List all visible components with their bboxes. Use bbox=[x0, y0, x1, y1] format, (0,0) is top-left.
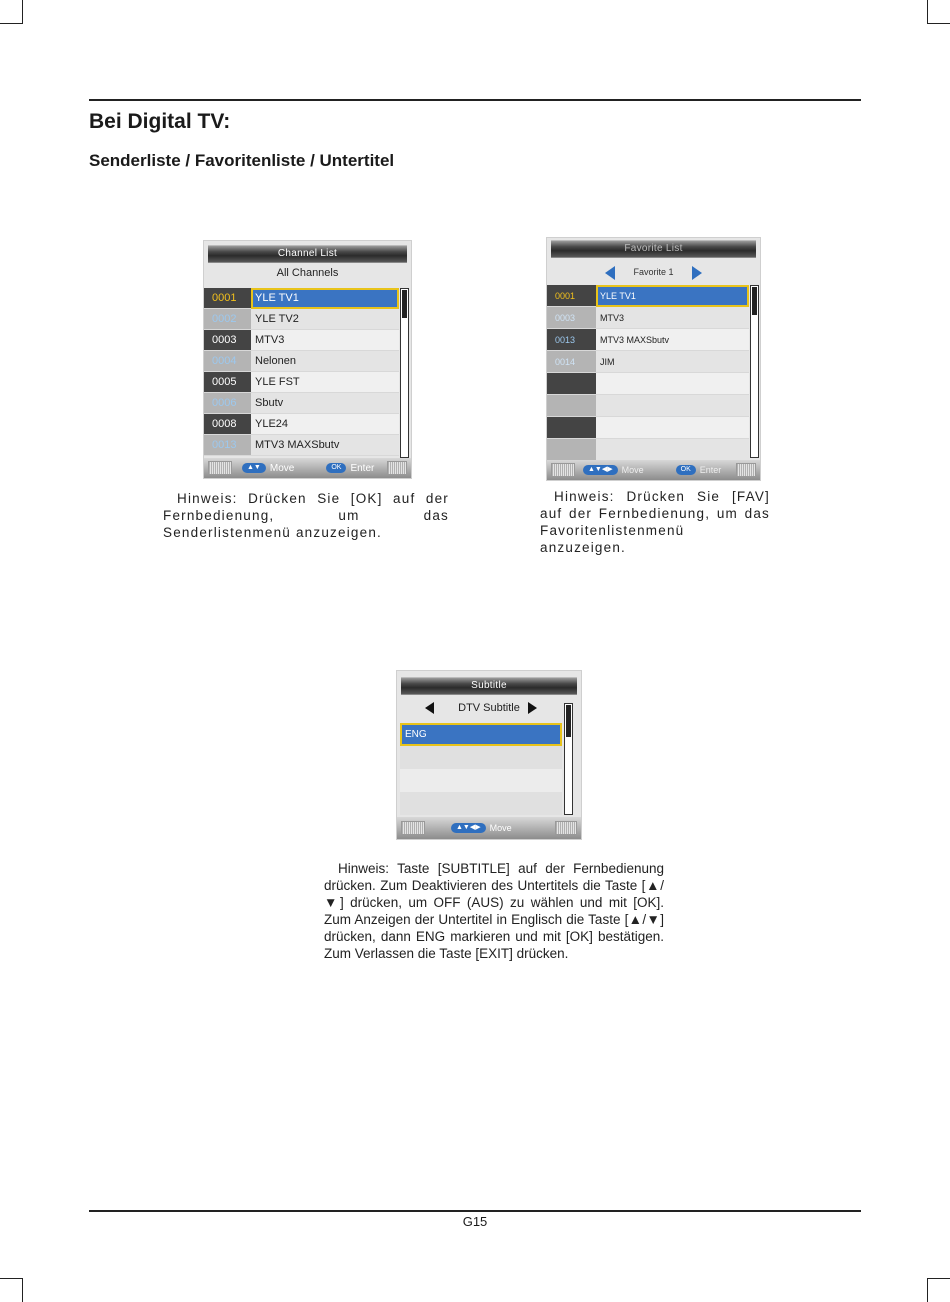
subtitle-group-label: DTV Subtitle bbox=[458, 702, 520, 714]
channel-number bbox=[547, 373, 596, 395]
ok-key-icon: OK bbox=[676, 465, 696, 475]
channel-number: 0014 bbox=[547, 351, 596, 373]
channel-number: 0001 bbox=[547, 285, 596, 307]
channel-name bbox=[596, 439, 749, 461]
favorite-list-note: Hinweis: Drücken Sie [FAV] auf der Fernbedienung, um das Favoritenlistenmenü anzuzeigen. bbox=[540, 489, 770, 555]
channel-group-label: All Channels bbox=[276, 267, 339, 279]
channel-name: YLE TV2 bbox=[251, 309, 399, 330]
channel-number: 0013 bbox=[204, 435, 251, 456]
footer-grip bbox=[551, 463, 575, 477]
channel-row[interactable] bbox=[204, 435, 399, 456]
footer-enter-label: Enter bbox=[699, 465, 722, 475]
channel-name bbox=[596, 373, 749, 395]
channel-number: 0004 bbox=[204, 351, 251, 372]
favorite-list-panel bbox=[546, 237, 761, 481]
channel-list-title: Channel List bbox=[208, 245, 407, 263]
channel-number: 0003 bbox=[547, 307, 596, 329]
channel-name: MTV3 MAXSbutv bbox=[251, 435, 399, 456]
empty-row bbox=[547, 395, 749, 417]
channel-number: 0001 bbox=[204, 288, 251, 309]
channel-list-footer bbox=[204, 458, 411, 478]
channel-row[interactable] bbox=[204, 393, 399, 414]
footer-move-label: Move bbox=[489, 823, 512, 833]
subtitle-option[interactable]: ENG bbox=[400, 723, 562, 746]
channel-number bbox=[547, 439, 596, 461]
channel-row[interactable] bbox=[547, 329, 749, 351]
footer-enter-label: Enter bbox=[350, 462, 375, 474]
favorite-list-scrollbar[interactable] bbox=[750, 285, 759, 458]
channel-number bbox=[547, 417, 596, 439]
footer-grip bbox=[401, 821, 425, 835]
channel-name: YLE24 bbox=[251, 414, 399, 435]
footer-move-label: Move bbox=[621, 465, 644, 475]
footer-grip-right bbox=[387, 461, 407, 475]
next-subtitle-arrow-icon[interactable] bbox=[528, 702, 537, 714]
empty-row bbox=[400, 746, 562, 769]
channel-name: YLE TV1 bbox=[596, 285, 749, 307]
bottom-rule bbox=[89, 1210, 861, 1212]
next-group-arrow-icon[interactable] bbox=[692, 266, 702, 280]
subtitle-note: Hinweis: Taste [SUBTITLE] auf der Fernbedienung drücken. Zum Deaktivieren des Untertitels die Taste [▲/▼] drücken, um OFF (AUS) zu wählen und mit [OK]. Zum Anzeigen der Untertitel in Englisch die Taste [▲/▼] drücken, dann ENG markieren und mit [OK] bestätigen. Zum Verlassen die Taste [EXIT] drücken. bbox=[324, 861, 664, 961]
channel-number: 0013 bbox=[547, 329, 596, 351]
channel-name: MTV3 MAXSbutv bbox=[596, 329, 749, 351]
ok-key-icon: OK bbox=[326, 463, 346, 473]
channel-number: 0003 bbox=[204, 330, 251, 351]
channel-name bbox=[596, 395, 749, 417]
empty-row bbox=[547, 439, 749, 461]
favorite-list-footer bbox=[547, 460, 760, 480]
channel-name: MTV3 bbox=[596, 307, 749, 329]
empty-row bbox=[547, 417, 749, 439]
subtitle-panel bbox=[396, 670, 582, 840]
footer-grip-right bbox=[736, 463, 756, 477]
channel-name: YLE FST bbox=[251, 372, 399, 393]
channel-list-note: Hinweis: Drücken Sie [OK] auf der Fernbedienung, um das Senderlistenmenü anzuzeigen. bbox=[163, 491, 449, 540]
channel-name: Sbutv bbox=[251, 393, 399, 414]
page-heading: Bei Digital TV: bbox=[89, 110, 231, 133]
footer-move-label: Move bbox=[269, 462, 295, 474]
channel-name: JIM bbox=[596, 351, 749, 373]
channel-row[interactable] bbox=[204, 309, 399, 330]
channel-list-scrollbar[interactable] bbox=[400, 288, 409, 458]
footer-grip bbox=[208, 461, 232, 475]
move-keys-icon: ▲▼◀▶ bbox=[583, 465, 618, 475]
empty-row bbox=[400, 769, 562, 792]
channel-row[interactable] bbox=[547, 307, 749, 329]
channel-number: 0006 bbox=[204, 393, 251, 414]
subtitle-footer bbox=[397, 817, 581, 839]
channel-number: 0005 bbox=[204, 372, 251, 393]
channel-number: 0008 bbox=[204, 414, 251, 435]
channel-name: YLE TV1 bbox=[251, 288, 399, 309]
subtitle-title: Subtitle bbox=[401, 677, 577, 695]
channel-row[interactable] bbox=[547, 351, 749, 373]
favorite-list-title: Favorite List bbox=[551, 240, 756, 258]
top-rule bbox=[89, 99, 861, 101]
page-subheading: Senderliste / Favoritenliste / Untertitel bbox=[89, 151, 395, 170]
channel-row[interactable] bbox=[204, 330, 399, 351]
channel-number: 0002 bbox=[204, 309, 251, 330]
channel-row[interactable] bbox=[204, 414, 399, 435]
channel-row[interactable] bbox=[547, 285, 749, 307]
subtitle-scrollbar[interactable] bbox=[564, 703, 573, 815]
channel-row[interactable] bbox=[204, 288, 399, 309]
channel-name: MTV3 bbox=[251, 330, 399, 351]
channel-list-panel bbox=[203, 240, 412, 479]
move-keys-icon: ▲▼◀▶ bbox=[451, 823, 486, 833]
channel-name bbox=[596, 417, 749, 439]
page-number: G15 bbox=[462, 1214, 488, 1229]
channel-row[interactable] bbox=[204, 372, 399, 393]
channel-name: Nelonen bbox=[251, 351, 399, 372]
channel-row[interactable] bbox=[204, 351, 399, 372]
favorite-group-label: Favorite 1 bbox=[633, 267, 674, 277]
footer-grip-right bbox=[555, 821, 577, 835]
empty-row bbox=[400, 792, 562, 815]
empty-row bbox=[547, 373, 749, 395]
channel-number bbox=[547, 395, 596, 417]
move-keys-icon: ▲▼ bbox=[242, 463, 266, 473]
